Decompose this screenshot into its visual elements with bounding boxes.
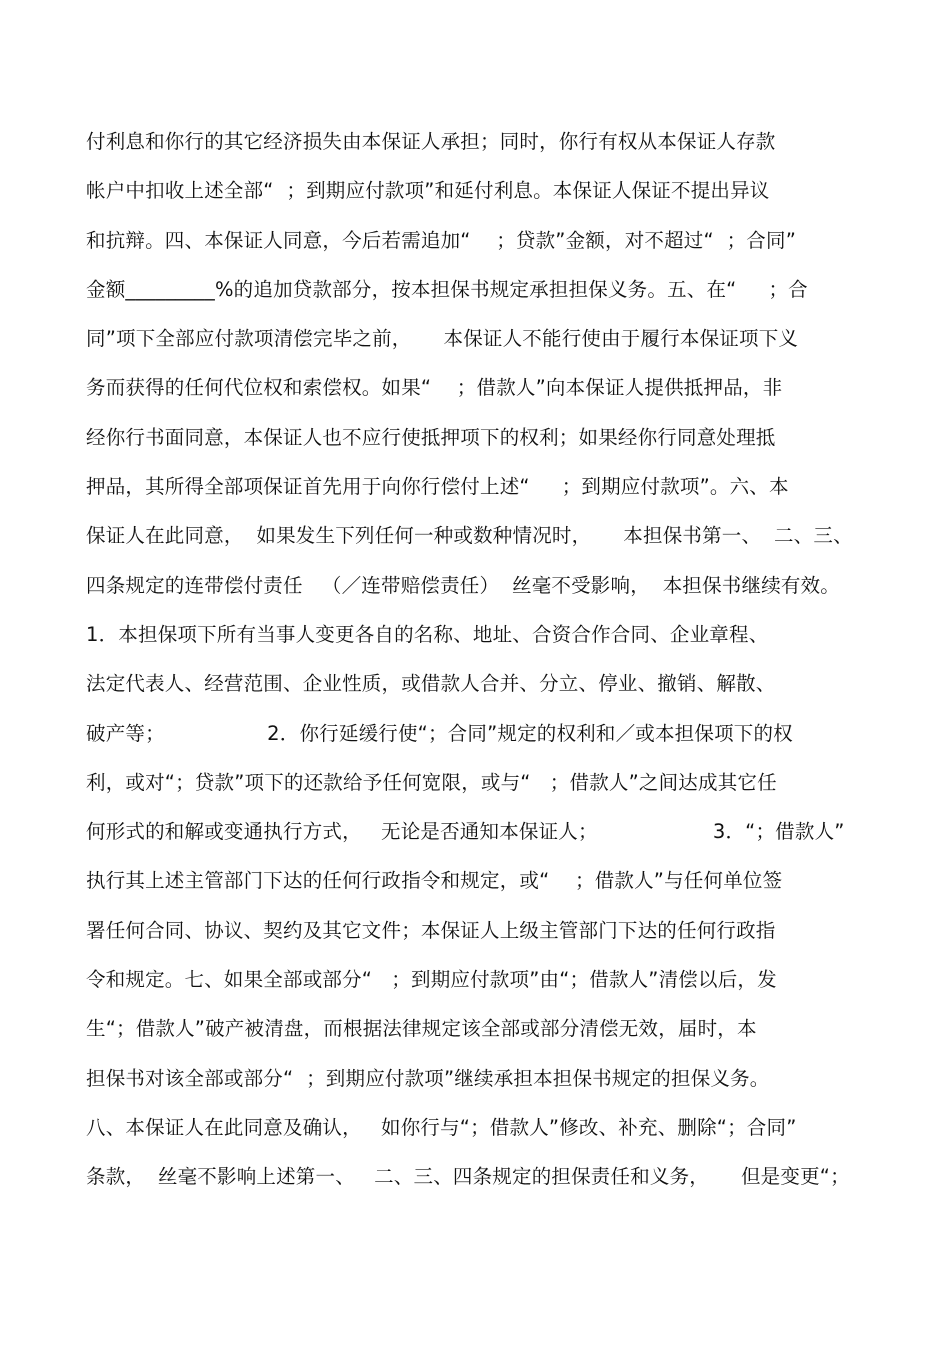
text-line: 担保书对该全部或部分“ ；到期应付款项”继续承担本担保书规定的担保义务。: [86, 1066, 770, 1090]
text-line: 何形式的和解或变通执行方式， 无论是否通知本保证人； 3．“；借款人”: [86, 820, 845, 844]
text-line: 务而获得的任何代位权和索偿权。如果“ ；借款人”向本保证人提供抵押品，非: [86, 376, 783, 400]
text-line: 条款， 丝毫不影响上述第一、 二、三、四条规定的担保责任和义务， 但是变更“；: [86, 1165, 850, 1189]
text-line: 令和规定。七、如果全部或部分“ ；到期应付款项”由“；借款人”清偿以后，发: [86, 968, 777, 992]
text-line: 破产等； 2．你行延缓行使“；合同”规定的权利和／或本担保项下的权: [86, 721, 793, 745]
text-line: 利，或对“；贷款”项下的还款给予任何宽限，或与“ ；借款人”之间达成其它任: [86, 770, 777, 794]
text-line: 同”项下全部应付款项清偿完毕之前， 本保证人不能行使由于履行本保证项下义: [86, 327, 799, 351]
text-line: 金额_________%的追加贷款部分，按本担保书规定承担担保义务。五、在“ ；合: [86, 277, 808, 301]
text-line: 经你行书面同意，本保证人也不应行使抵押项下的权利；如果经你行同意处理抵: [86, 425, 776, 449]
text-line: 1．本担保项下所有当事人变更各自的名称、地址、合资合作合同、企业章程、: [86, 622, 769, 646]
text-line: 付利息和你行的其它经济损失由本保证人承担；同时，你行有权从本保证人存款: [86, 130, 776, 153]
text-line: 八、本保证人在此同意及确认， 如你行与“；借款人”修改、补充、删除“；合同”: [86, 1115, 797, 1139]
text-line: 帐户中扣收上述全部“ ；到期应付款项”和延付利息。本保证人保证不提出异议: [86, 179, 770, 203]
text-line: 法定代表人、经营范围、企业性质，或借款人合并、分立、停业、撤销、解散、: [86, 672, 776, 696]
text-line: 执行其上述主管部门下达的任何行政指令和规定，或“ ；借款人”与任何单位签: [86, 869, 783, 893]
text-line: 四条规定的连带偿付责任 （／连带赔偿责任） 丝毫不受影响， 本担保书继续有效。: [86, 573, 840, 597]
body-text: [86, 124, 886, 1209]
text-line: 押品，其所得全部项保证首先用于向你行偿付上述“ ；到期应付款项”。六、本: [86, 475, 789, 499]
text-line: 和抗辩。四、本保证人同意，今后若需追加“ ；贷款”金额，对不超过“ ；合同”: [86, 228, 797, 252]
text-line: 署任何合同、协议、契约及其它文件；本保证人上级主管部门下达的任何行政指: [86, 918, 776, 942]
text-line: 生“；借款人”破产被清盘，而根据法律规定该全部或部分清偿无效，届时，本: [86, 1017, 757, 1041]
text-line: 保证人在此同意， 如果发生下列任何一种或数种情况时， 本担保书第一、 二、三、: [86, 524, 853, 548]
